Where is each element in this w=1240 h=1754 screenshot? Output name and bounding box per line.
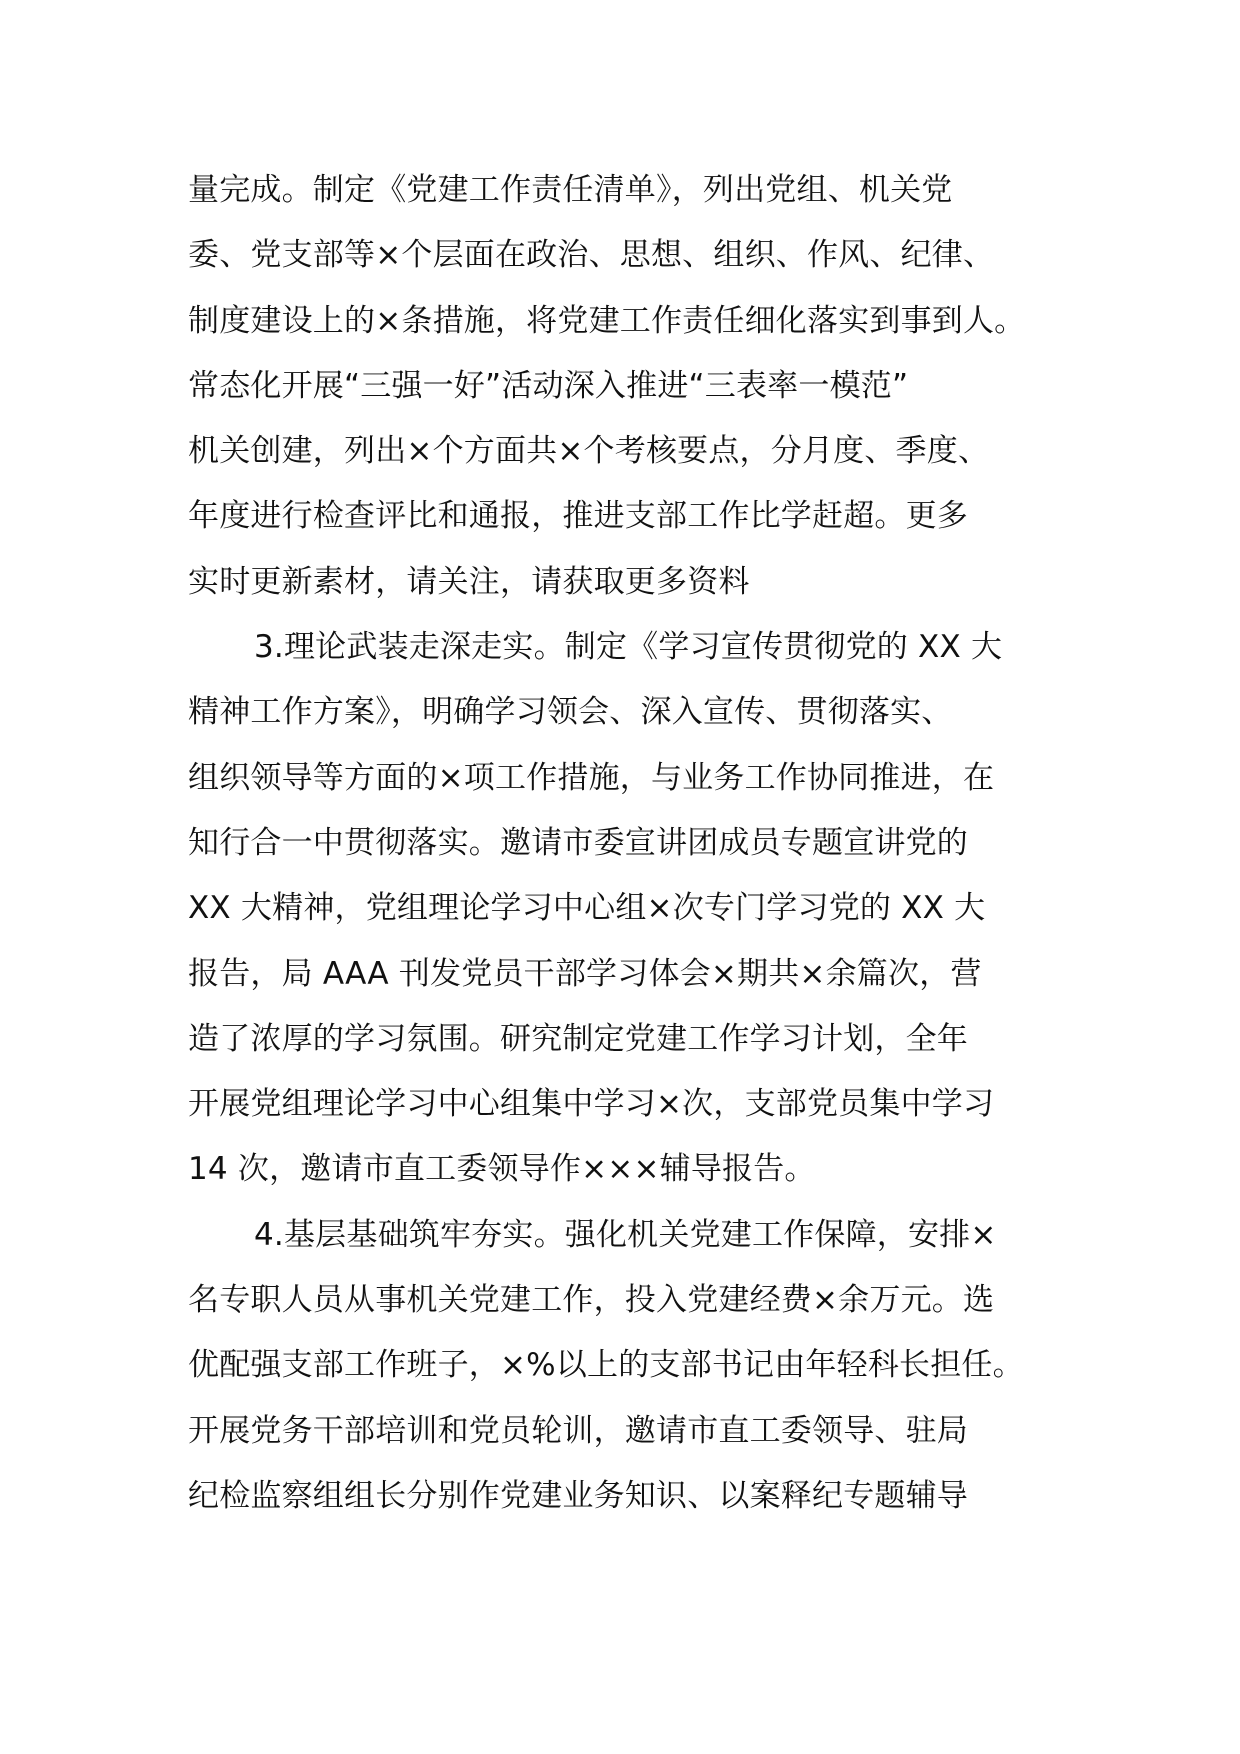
text-line: 实时更新素材，请关注，请获取更多资料 [188, 563, 750, 600]
text-line: 纪检监察组组长分别作党建业务知识、以案释纪专题辅导 [188, 1477, 968, 1514]
text-line: 开展党组理论学习中心组集中学习×次，支部党员集中学习 [188, 1086, 995, 1123]
text-line: 委、党支部等×个层面在政治、思想、组织、作风、纪律、 [188, 237, 995, 274]
text-line: 组织领导等方面的×项工作措施，与业务工作协同推进，在 [188, 759, 995, 796]
text-line: 常态化开展“三强一好”活动深入推进“三表率一模范” [188, 367, 909, 404]
text-line: 机关创建，列出×个方面共×个考核要点，分月度、季度、 [188, 433, 990, 470]
text-line: XX 大精神，党组理论学习中心组×次专门学习党的 XX 大 [188, 890, 986, 927]
text-line: 造了浓厚的学习氛围。研究制定党建工作学习计划，全年 [188, 1020, 968, 1057]
body-text [188, 158, 1058, 1529]
text-line: 报告，局 AAA 刊发党员干部学习体会×期共×余篇次，营 [188, 955, 982, 992]
text-line: 量完成。制定《党建工作责任清单》，列出党组、机关党 [188, 172, 953, 208]
text-line: 14 次，邀请市直工委领导作×××辅导报告。 [188, 1151, 816, 1188]
text-line: 知行合一中贯彻落实。邀请市委宣讲团成员专题宣讲党的 [188, 824, 968, 861]
text-line: 优配强支部工作班子，×%以上的支部书记由年轻科长担任。 [188, 1347, 1024, 1384]
text-line: 开展党务干部培训和党员轮训，邀请市直工委领导、驻局 [188, 1412, 968, 1449]
section-heading-line: 4.基层基础筑牢夯实。强化机关党建工作保障，安排× [254, 1216, 997, 1253]
text-line: 年度进行检查评比和通报，推进支部工作比学赶超。更多 [188, 498, 968, 535]
text-line: 名专职人员从事机关党建工作，投入党建经费×余万元。选 [188, 1282, 995, 1319]
text-line: 制度建设上的×条措施，将党建工作责任细化落实到事到人。 [188, 302, 1026, 339]
text-line: 精神工作方案》，明确学习领会、深入宣传、贯彻落实、 [188, 694, 953, 731]
section-heading-line: 3.理论武装走深走实。制定《学习宣传贯彻党的 XX 大 [254, 629, 1003, 666]
